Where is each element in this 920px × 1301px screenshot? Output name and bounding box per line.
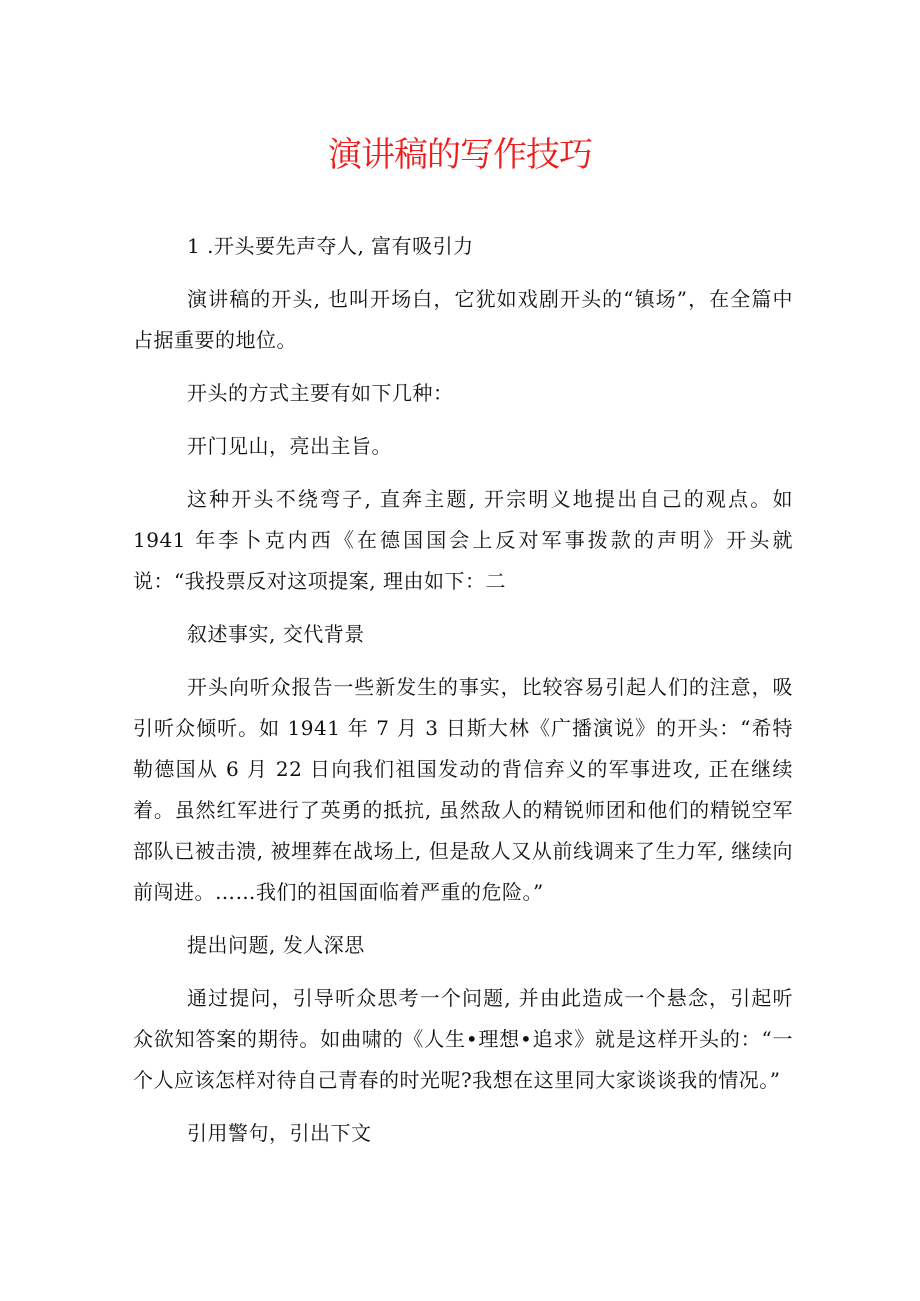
subheading-facts: 叙述事实, 交代背景 xyxy=(187,622,365,646)
paragraph-direct-example: 这种开头不绕弯子, 直奔主题, 开宗明义地提出自己的观点。如 1941 年李卜克内西《在德国国会上反对军事拨款的声明》开头就说：“我投票反对这项提案, 理由如下：二 xyxy=(133,487,793,593)
document-body xyxy=(133,226,793,1166)
subheading-question: 提出问题, 发人深思 xyxy=(187,933,365,957)
subheading-quote: 引用警句，引出下文 xyxy=(187,1121,372,1145)
heading-opening: 1 .开头要先声夺人, 富有吸引力 xyxy=(187,234,474,258)
paragraph-facts-example: 开头向听众报告一些新发生的事实，比较容易引起人们的注意，吸引听众倾听。如 1941 年 7 月 3 日斯大林《广播演说》的开头：“希特勒德国从 6 月 22 日向我们祖国发动的背信弃义的军事进攻, 正在继续着。虽然红军进行了英勇的抵抗, 虽然敌人的精锐师团和他们的精锐空军部队已被击溃, 被埋葬在战场上, 但是敌人又从前线调来了生力军, 继续向前闯进。……我们的祖国面临着严重的危险。” xyxy=(133,675,793,904)
paragraph-opening-intro: 演讲稿的开头, 也叫开场白，它犹如戏剧开头的“镇场”，在全篇中占据重要的地位。 xyxy=(133,287,793,352)
paragraph-opening-methods: 开头的方式主要有如下几种： xyxy=(187,381,454,405)
document-title: 演讲稿的写作技巧 xyxy=(328,135,592,175)
subheading-direct: 开门见山，亮出主旨。 xyxy=(187,434,392,458)
paragraph-question-example: 通过提问，引导听众思考一个问题, 并由此造成一个悬念，引起听众欲知答案的期待。如曲啸的《人生•理想•追求》就是这样开头的：“一个人应该怎样对待自己青春的时光呢?我想在这里同大家谈谈我的情况。” xyxy=(133,986,793,1092)
